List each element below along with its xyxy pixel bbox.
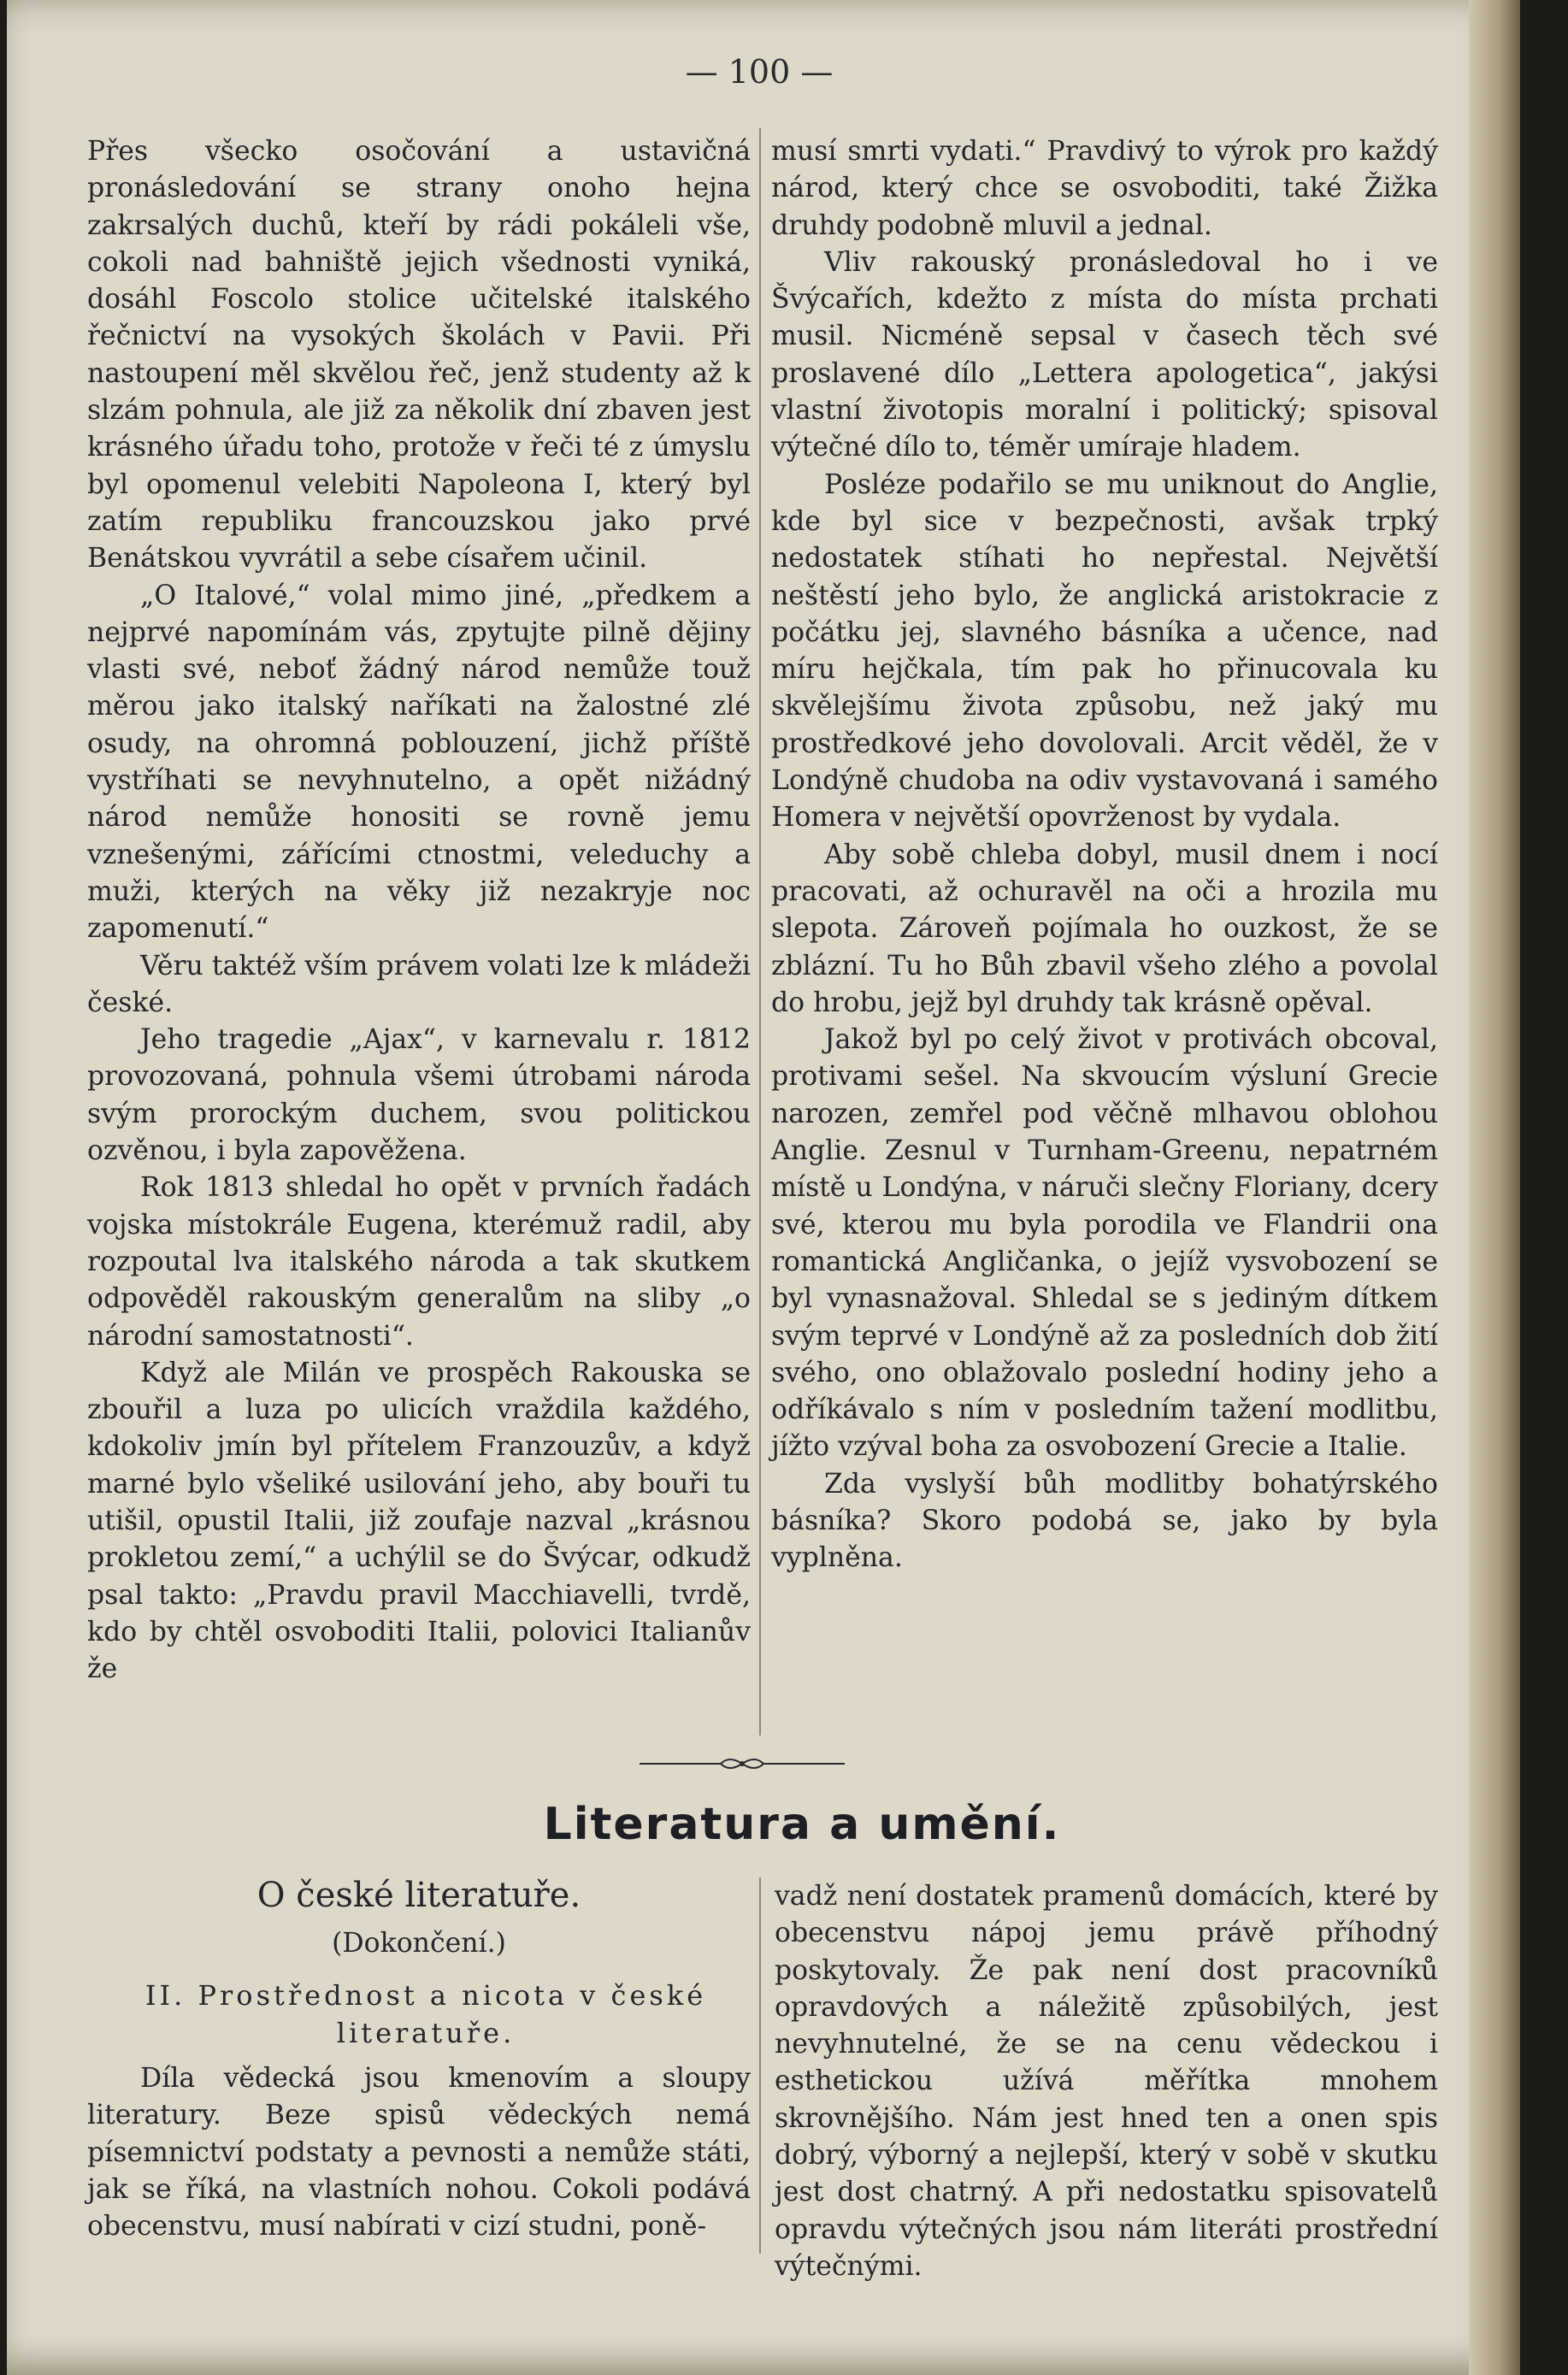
article-left-column <box>87 2060 751 2245</box>
decorative-rule-ornament <box>640 1751 845 1777</box>
column-divider <box>759 128 761 1736</box>
book-spine-shadow <box>1469 0 1520 2375</box>
paragraph: Zda vyslyší bůh modlitby bohatýrského básníka? Skoro podobá se, jako by byla vyplněna. <box>771 1468 1438 1574</box>
book-page <box>7 0 1520 2375</box>
paragraph: Rok 1813 shledal ho opět v prvních řadách vojska místokrále Eugena, kterémuž radil, aby rozpoutal lva italského národa a tak skutkem odpověděl rakouským generalům na sliby „o národní samostatnosti“. <box>87 1172 751 1352</box>
article-subtitle: (Dokončení.) <box>332 1928 506 1959</box>
page-number: — 100 — <box>685 53 834 91</box>
article-right-column <box>775 1878 1438 2285</box>
paragraph: Aby sobě chleba dobyl, musil dnem i nocí pracovati, až ochuravěl na oči a hrozila mu slepota. Zároveň pojímala ho ouzkost, že se zblázní. Tu ho Bůh zbavil všeho zlého a povolal do hrobu, jejž byl druhdy tak krásně opěval. <box>771 839 1438 1018</box>
paragraph: Díla vědecká jsou kmenovím a sloupy literatury. Beze spisů vědeckých nemá písemnictví podstaty a pevnosti a nemůže státi, jak se říká, na vlastních nohou. Cokoli podává obecenstvu, musí nabírati v cizí studni, poně- <box>87 2063 751 2242</box>
right-column-text <box>771 133 1438 1577</box>
column-divider <box>759 1877 761 2254</box>
paragraph: Jakož byl po celý život v protivách obcoval, protivami sešel. Na skvoucím výsluní Grecie narozen, zemřel pod věčně mlhavou oblohou Anglie. Zesnul v Turnham-Greenu, nepatrném místě u Londýna, v náruči slečny Floriany, dcery své, kterou mu byla porodila ve Flandrii ona romantická Angličanka, o jejíž vysvobození se byl vynasnažoval. Shledal se s jediným dítkem svým teprvé v Londýně až za posledních dob žití svého, ono oblažovalo poslední hodiny jeho a odříkávalo s ním v posledním tažení modlitbu, jížto vzýval boha za osvobození Grecie a Italie. <box>771 1024 1438 1463</box>
paragraph: Posléze podařilo se mu uniknout do Anglie, kde byl sice v bezpečnosti, avšak trpký nedostatek stíhati ho nepřestal. Největší neštěstí jeho bylo, že anglická aristokracie z počátku jej, slavného básníka a učence, nad míru hejčkala, tím pak ho přinucovala ku skvělejšímu života způsobu, než jaký mu prostředkové jeho dovolovali. Arcit věděl, že v Londýně chudoba na odiv vystavovaná i samého Homera v největší opovrženost by vydala. <box>771 469 1438 834</box>
paragraph: Věru taktéž vším právem volati lze k mládeži české. <box>87 950 751 1018</box>
paragraph: Jeho tragedie „Ajax“, v karnevalu r. 1812 provozovaná, pohnula všemi útrobami národa svým prorockým duchem, svou politickou ozvěnou, i byla zapověžena. <box>87 1024 751 1167</box>
paragraph: Když ale Milán ve prospěch Rakouska se zbouřil a luza po ulicích vraždila každého, kdokoliv jmín byl přítelem Franzouzův, a když marné bylo všeliké usilování jeho, aby bouři tu utišil, opustil Italii, již zoufaje nazval „krásnou prokletou zemí,“ a uchýlil se do Švýcar, odkudž psal takto: „Pravdu pravil Macchiavelli, tvrdě, kdo by chtěl osvoboditi Italii, polovici Italianův že <box>87 1357 751 1685</box>
paragraph: musí smrti vydati.“ Pravdivý to výrok pro každý národ, který chce se osvoboditi, také Žižka druhdy podobně mluvil a jednal. <box>771 136 1438 241</box>
paragraph: „O Italové,“ volal mimo jiné, „předkem a nejprvé napomínám vás, zpytujte pilně dějiny vlasti své, neboť žádný národ nemůže touž měrou jako italský naříkati na žalostné zlé osudy, na ohromná poblouzení, jichž příště vystříhati se nevyhnutelno, a opět nižádný národ nemůže honositi se rovně jemu vznešenými, zářícími ctnostmi, veleduchy a muži, kterých na věky již nezakryje noc zapomenutí.“ <box>87 580 751 945</box>
paragraph: vadž není dostatek pramenů domácích, které by obecenstvu nápoj jemu právě příhodný poskytovaly. Že pak není dost pracovníků opravdových a náležitě způsobilých, jest nevyhnutelné, že se na cenu vědeckou i esthetickou užívá měřítka mnohem skrovnějšího. Nám jest hned ten a onen spis dobrý, výborný a nejlepší, který v sobě v skutku jest dost chatrný. A při nedostatku spisovatelů opravdu výtečných jsou nám literáti prostřední výtečnými. <box>775 1881 1438 2282</box>
article-heading: II. Prostřednost a nicota v české literatuře. <box>144 1979 707 2049</box>
left-column-text <box>87 133 751 1688</box>
paragraph: Přes všecko osočování a ustavičná pronásledování se strany onoho hejna zakrsalých duchů, kteří by rádi pokáleli vše, cokoli nad bahniště jejich všednosti vyniká, dosáhl Foscolo stolice učitelské italského řečnictví na vysokých školách v Pavii. Při nastoupení měl skvělou řeč, jenž studenty až k slzám pohnula, ale již za několik dní zbaven jest krásného úřadu toho, protože v řeči té z úmyslu byl opomenul velebiti Napoleona I, který byl zatím republiku francouzskou jako prvé Benátskou vyvrátil a sebe císařem učinil. <box>87 136 751 575</box>
section-title: Literatura a umění. <box>543 1799 1061 1850</box>
article-title: O české literatuře. <box>256 1876 581 1915</box>
paragraph: Vliv rakouský pronásledoval ho i ve Švýcařích, kdežto z místa do místa prchati musil. Nicméně sepsal v časech těch své proslavené dílo „Lettera apologetica“, jakýsi vlastní životopis moralní i politický; spisoval výtečné dílo to, téměr umíraje hladem. <box>771 246 1438 463</box>
